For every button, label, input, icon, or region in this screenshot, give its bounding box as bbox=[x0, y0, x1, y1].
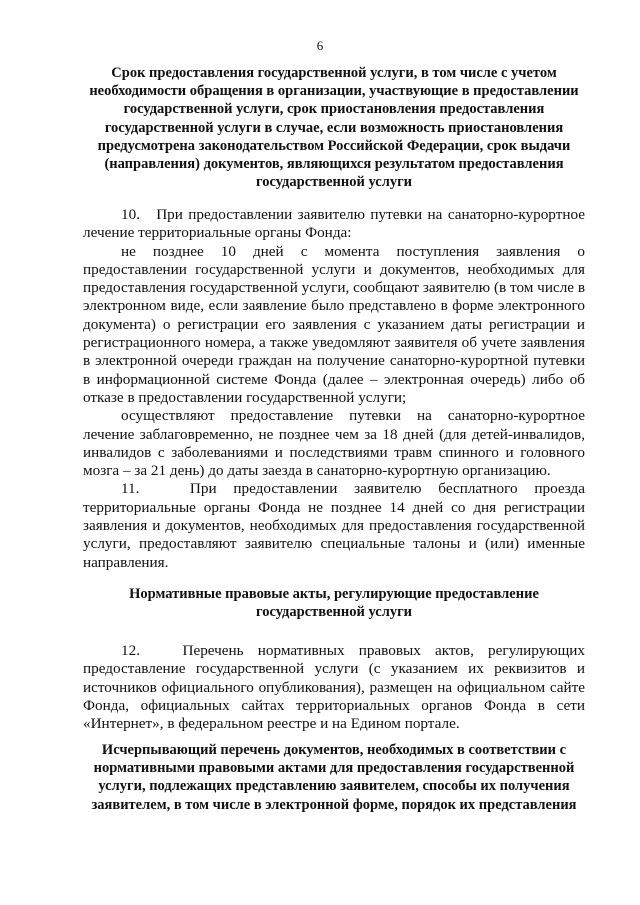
section-heading-legal-acts: Нормативные правовые акты, регулирующие предоставление государственной услуги bbox=[129, 586, 539, 621]
page-number: 6 bbox=[316, 38, 324, 53]
section-heading-documents: Исчерпывающий перечень документов, необходимых в соответствии с нормативными правовыми актами для предоставления государственной услуги, подлежащих представлению заявителем, способы их получения заявителем, в том числе в электронной форме, порядок их представления bbox=[91, 742, 577, 813]
paragraph-12: 12. Перечень нормативных правовых актов, регулирующих предоставление государственной услуги (с указанием их реквизитов и источников официального опубликования), размещен на официальном сайте Фонда, официальных сайтах территориальных органов Фонда в сети «Интернет», в федеральном реестре и на Едином портале. bbox=[83, 642, 585, 733]
paragraph-10-item-1: не позднее 10 дней с момента поступления заявления о предоставлении государственной услуги и документов, необходимых для предоставления государственной услуги, сообщают заявителю (в том числе в электронном виде, если заявление было представлено в форме электронного документа) о регистрации его заявления с указанием даты регистрации и регистрационного номера, а также уведомляют заявителя об учете заявления в электронной очереди граждан на получение санаторно-курортной путевки в информационной системе Фонда (далее – электронная очередь) либо об отказе в предоставлении государственной услуги; bbox=[83, 242, 585, 406]
paragraph-11: 11. При предоставлении заявителю бесплатного проезда территориальные органы Фонда не позднее 14 дней со дня регистрации заявления и документов, необходимых для предоставления государственной услуги, предоставляют заявителю специальные талоны и (или) именные направления. bbox=[83, 480, 585, 571]
section-heading-deadlines: Срок предоставления государственной услуги, в том числе с учетом необходимости обращения в организации, участвующие в предоставлении государственной услуги, срок приостановления предоставления государственной услуги в случае, если возможность приостановления предусмотрена законодательством Российской Федерации, срок выдачи (направления) документов, являющихся результатом предоставления государственной услуги bbox=[89, 65, 579, 191]
paragraph-10-intro: 10. При предоставлении заявителю путевки на санаторно-курортное лечение территориальные органы Фонда: bbox=[83, 206, 585, 242]
paragraph-10 bbox=[83, 206, 585, 572]
paragraph-10-item-2: осуществляют предоставление путевки на санаторно-курортное лечение заблаговременно, не позднее чем за 18 дней (для детей-инвалидов, инвалидов с заболеваниями и последствиями травм спинного и головного мозга – за 21 день) до даты заезда в санаторно-курортную организацию. bbox=[83, 407, 585, 480]
